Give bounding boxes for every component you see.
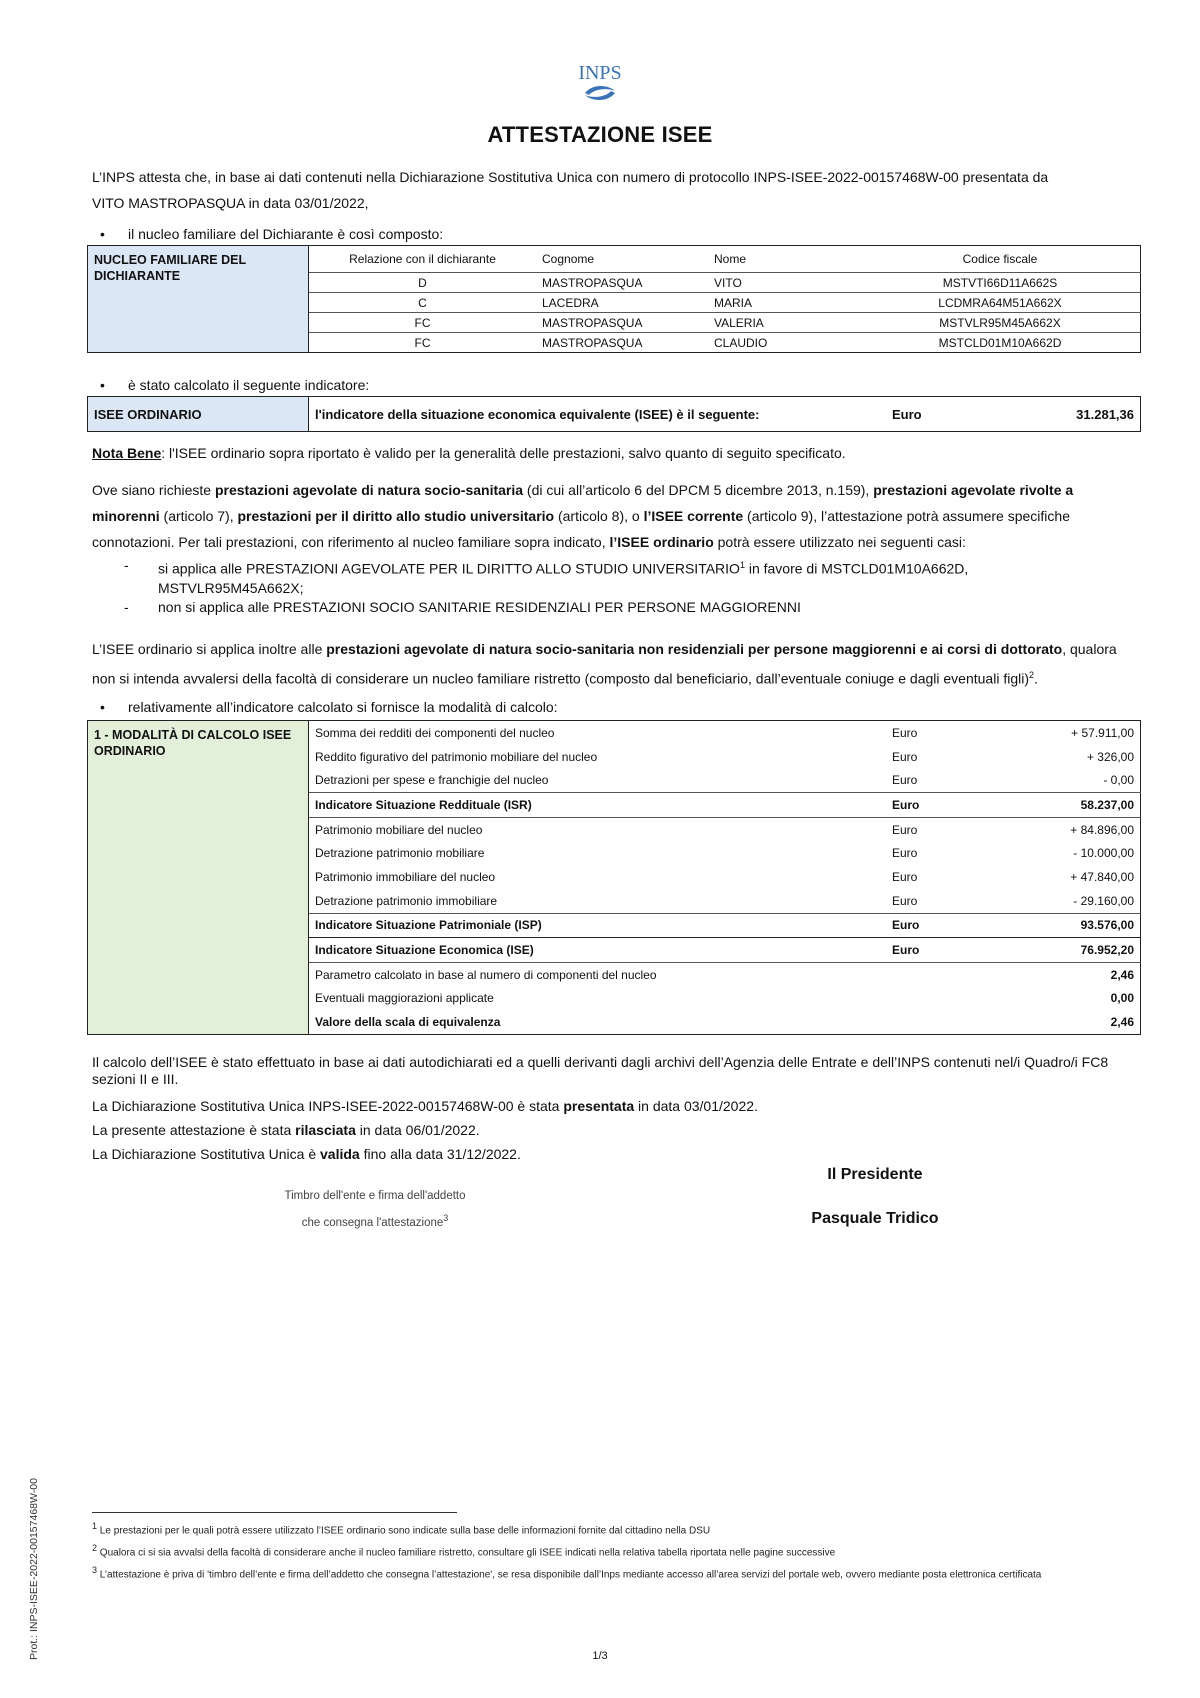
calc-currency: Euro — [892, 725, 918, 740]
case-1-text-cont: in favore di MSTCLD01M10A662D, — [744, 560, 969, 577]
bullet-indicator-text: è stato calcolato il seguente indicatore: — [128, 377, 370, 393]
ove-text: (articolo 7), — [159, 508, 238, 524]
calc-value: 2,46 — [1110, 967, 1134, 982]
calc-currency — [886, 962, 1018, 986]
family-cell-relation: D — [309, 273, 537, 293]
signature-name: Pasquale Tridico — [811, 1210, 939, 1227]
calc-value: - 0,00 — [1018, 768, 1141, 792]
footnote-3: $^3$ L’attestazione è priva di 'timbro dell’ente e firma dell’addetto che consegna l’attestazione', se resa disponibile dall’Inps mediante accesso all’area servizi del portale web, ovvero mediante posta elettronica certificata — [92, 1565, 1042, 1581]
isee-currency: Euro — [892, 406, 922, 422]
inoltre-text: . — [1034, 670, 1038, 687]
ove-text: (di cui all’articolo 6 del DPCM 5 dicembre 2013, n.159), — [523, 482, 874, 498]
footnote-separator — [92, 1512, 457, 1513]
family-header-surname: Cognome — [536, 246, 708, 273]
calc-table — [87, 720, 1141, 1035]
page-number: 1/3 — [592, 1650, 608, 1662]
family-cell-surname: MASTROPASQUA — [536, 313, 708, 333]
footnote-ref: 1 — [739, 560, 745, 570]
calc-currency: Euro — [886, 889, 1018, 913]
intro-line-2: VITO MASTROPASQUA in data 03/01/2022, — [92, 195, 369, 211]
footnote-ref: 3 — [443, 1213, 449, 1223]
footnote-ref: 2 — [1028, 670, 1034, 680]
isee-value: 31.281,36 — [1076, 406, 1134, 422]
case-1: - si applica alle PRESTAZIONI AGEVOLATE PER IL DIRITTO ALLO STUDIO UNIVERSITARIO$^1$ in favore di MSTCLD01M10A662D, MSTVLR95M45A662X; — [124, 557, 969, 596]
family-cell-name: VITO — [708, 273, 860, 293]
family-cell-surname: MASTROPASQUA — [536, 273, 708, 293]
calc-desc: Parametro calcolato in base al numero di componenti del nucleo — [315, 967, 657, 982]
inoltre-text: L’ISEE ordinario si applica inoltre alle — [92, 641, 327, 657]
calc-value: + 326,00 — [1086, 749, 1134, 764]
nota-bene-label: Nota Bene — [92, 445, 162, 461]
logo-text: INPS — [578, 62, 622, 84]
family-cell-surname: MASTROPASQUA — [536, 333, 708, 353]
case-1-text: si applica alle PRESTAZIONI AGEVOLATE PER IL DIRITTO ALLO STUDIO UNIVERSITARIO — [158, 560, 740, 577]
stamp-note — [230, 1185, 520, 1234]
intro-paragraph — [92, 164, 1137, 216]
nota-bene-text: : l'ISEE ordinario sopra riportato è valido per la generalità delle prestazioni, salvo quanto di seguito specificato. — [161, 445, 846, 461]
intro-line-1: L’INPS attesta che, in base ai dati contenuti nella Dichiarazione Sostitutiva Unica con numero di protocollo INPS-ISEE-2022-00157468W-00 presentata da — [92, 169, 1049, 185]
ove-bold: l’ISEE ordinario — [609, 534, 714, 550]
family-table — [87, 245, 1141, 353]
family-cell-name: VALERIA — [708, 313, 860, 333]
stamp-line-1: Timbro dell'ente e firma dell'addetto — [284, 1190, 466, 1202]
family-cell-name: CLAUDIO — [708, 333, 860, 353]
footnote-2: $^2$ Qualora ci si sia avvalsi della facoltà di considerare anche il nucleo familiare ristretto, consultare gli ISEE indicati nella relativa tabella riportata nelle pagine successive — [92, 1543, 836, 1559]
calc-desc: Patrimonio immobiliare del nucleo — [315, 869, 496, 884]
signature-role: Il Presidente — [827, 1166, 923, 1183]
family-header-name: Nome — [708, 246, 860, 273]
calc-value: + 84.896,00 — [1070, 822, 1134, 837]
family-cell-fiscal-code: MSTVTI66D11A662S — [860, 273, 1141, 293]
calc-value: 0,00 — [1110, 991, 1134, 1006]
nota-bene — [92, 440, 1137, 466]
ove-bold: l’ISEE corrente — [643, 508, 744, 524]
calc-value: + 57.911,00 — [1071, 725, 1134, 740]
calc-currency: Euro — [886, 938, 1018, 963]
inoltre-paragraph — [92, 636, 1137, 692]
inoltre-bold: prestazioni agevolate di natura socio-sanitaria non residenziali per persone maggiorenni e ai corsi di dottorato — [326, 641, 1063, 657]
calc-value: 93.576,00 — [1018, 913, 1141, 938]
calc-currency: Euro — [892, 869, 918, 884]
footnote-1: $^1$ Le prestazioni per le quali potrà essere utilizzato l’ISEE ordinario sono indicate sulla base delle informazioni fornite dal cittadino nella DSU — [92, 1521, 711, 1537]
calc-desc: Eventuali maggiorazioni applicate — [315, 991, 494, 1006]
case-2: - non si applica alle PRESTAZIONI SOCIO SANITARIE RESIDENZIALI PER PERSONE MAGGIORENNI — [124, 598, 1134, 617]
calc-currency: Euro — [886, 793, 1018, 818]
ove-bold: prestazioni agevolate di natura socio-sanitaria — [214, 482, 524, 498]
ove-bold: prestazioni agevolate rivolte a minorenni — [92, 482, 1074, 524]
dsu-presentata: La Dichiarazione Sostitutiva Unica INPS-ISEE-2022-00157468W-00 è stata presentata in data 03/01/2022. — [92, 1098, 758, 1114]
ove-text: potrà essere utilizzato nei seguenti casi: — [713, 534, 966, 550]
calc-desc: Somma dei redditi dei componenti del nucleo — [315, 725, 555, 740]
family-cell-fiscal-code: MSTCLD01M10A662D — [860, 333, 1141, 353]
calc-value: 76.952,20 — [1018, 938, 1141, 963]
calc-desc: Indicatore Situazione Economica (ISE) — [309, 938, 887, 963]
family-cell-fiscal-code: LCDMRA64M51A662X — [860, 293, 1141, 313]
calc-currency: Euro — [892, 846, 918, 861]
calc-desc: Reddito figurativo del patrimonio mobiliare del nucleo — [315, 749, 598, 764]
calc-currency: Euro — [886, 768, 1018, 792]
calc-desc: Indicatore Situazione Reddituale (ISR) — [309, 793, 887, 818]
case-1-text-cont2: MSTVLR95M45A662X; — [158, 579, 304, 596]
ove-text: Ove siano richieste — [92, 482, 215, 498]
calc-currency: Euro — [892, 822, 918, 837]
stamp-line-2: che consegna l'attestazione$^3$ — [301, 1213, 449, 1229]
calc-desc: Detrazione patrimonio immobiliare — [309, 889, 887, 913]
calc-currency: Euro — [886, 913, 1018, 938]
inps-logo — [575, 55, 625, 105]
bullet-calc: • relativamente all’indicatore calcolato si fornisce la modalità di calcolo: — [100, 699, 558, 715]
bullet-calc-text: relativamente all’indicatore calcolato si fornisce la modalità di calcolo: — [128, 699, 558, 715]
family-cell-fiscal-code: MSTVLR95M45A662X — [860, 313, 1141, 333]
bullet-family: • il nucleo familiare del Dichiarante è così composto: — [100, 226, 444, 242]
calc-value: 2,46 — [1110, 1015, 1134, 1030]
attestazione-rilasciata: La presente attestazione è stata rilasciata in data 06/01/2022. — [92, 1122, 480, 1138]
inoltre-text: , qualora non si intenda avvalersi della facoltà di considerare un nucleo familiare ristretto (composto dal beneficiario, dall’eventuale coniuge e dagli eventuali figli) — [92, 641, 1117, 687]
ove-paragraph — [92, 477, 1137, 555]
calc-currency: Euro — [892, 749, 918, 764]
family-header-relation: Relazione con il dichiarante — [309, 246, 537, 273]
family-header-fiscal-code: Codice fiscale — [860, 246, 1141, 273]
family-cell-relation: FC — [309, 333, 537, 353]
family-cell-relation: C — [309, 293, 537, 313]
family-cell-relation: FC — [309, 313, 537, 333]
calc-currency — [886, 1010, 1018, 1034]
calc-desc: Patrimonio mobiliare del nucleo — [315, 822, 483, 837]
ove-bold: prestazioni per il diritto allo studio universitario — [237, 508, 555, 524]
calc-value: - 29.160,00 — [1018, 889, 1141, 913]
bullet-indicator: • è stato calcolato il seguente indicatore: — [100, 377, 370, 393]
calc-value: + 47.840,00 — [1070, 869, 1134, 884]
calc-table-label: 1 - MODALITÀ DI CALCOLO ISEE ORDINARIO — [88, 721, 309, 1035]
family-cell-surname: LACEDRA — [536, 293, 708, 313]
calc-desc: Indicatore Situazione Patrimoniale (ISP) — [309, 913, 887, 938]
calc-currency — [886, 987, 1018, 1011]
ove-text: (articolo 8), o — [554, 508, 644, 524]
closing-lines — [92, 1094, 1137, 1166]
calcolo-paragraph: Il calcolo dell’ISEE è stato effettuato in base ai dati autodichiarati ed a quelli derivanti dagli archivi dell’Agenzia delle Entrate e dell’INPS contenuti nel/i Quadro/i FC8 sezioni II e III. — [92, 1054, 1109, 1087]
calc-value: - 10.000,00 — [1073, 846, 1134, 861]
isee-label: ISEE ORDINARIO — [88, 397, 309, 432]
calc-desc: Detrazioni per spese e franchigie del nucleo — [309, 768, 887, 792]
protocol-side-text: Prot.: INPS-ISEE-2022-00157468W-00 — [28, 1478, 40, 1660]
dsu-valida: La Dichiarazione Sostitutiva Unica è valida fino alla data 31/12/2022. — [92, 1146, 521, 1162]
bullet-family-text: il nucleo familiare del Dichiarante è così composto: — [128, 226, 444, 242]
case-2-text: non si applica alle PRESTAZIONI SOCIO SANITARIE RESIDENZIALI PER PERSONE MAGGIORENNI — [158, 599, 801, 615]
isee-table — [87, 396, 1141, 432]
isee-description: l'indicatore della situazione economica equivalente (ISEE) è il seguente: — [315, 406, 760, 422]
calc-value: 58.237,00 — [1018, 793, 1141, 818]
family-table-label: NUCLEO FAMILIARE DEL DICHIARANTE — [88, 246, 309, 353]
ove-text: (articolo 9), l’attestazione potrà assumere specifiche connotazioni. Per tali prestazioni, con riferimento al nucleo familiare sopra indicato, — [92, 508, 1070, 550]
family-cell-name: MARIA — [708, 293, 860, 313]
calc-desc: Valore della scala di equivalenza — [315, 1015, 501, 1030]
calc-desc: Detrazione patrimonio mobiliare — [315, 846, 485, 861]
page-title: ATTESTAZIONE ISEE — [487, 122, 713, 147]
